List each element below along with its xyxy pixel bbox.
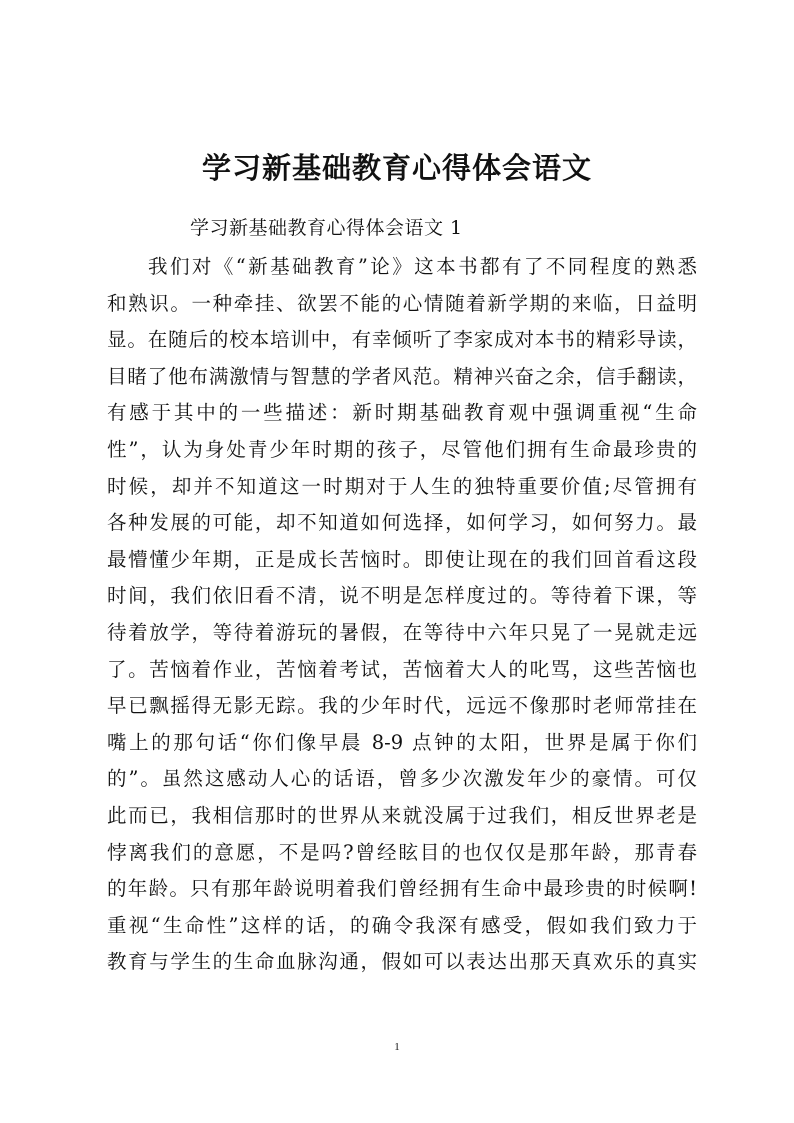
section-heading: 学习新基础教育心得体会语文 1 (190, 217, 463, 239)
text-line: 了。苦恼着作业，苦恼着考试，苦恼着大人的叱骂，这些苦恼也 (107, 657, 697, 681)
page-number: 1 (394, 1041, 400, 1053)
text-line: 嘴上的那句话“你们像早晨 8-9 点钟的太阳，世界是属于你们 (107, 730, 697, 754)
text-line: 显。在随后的校本培训中，有幸倾听了李家成对本书的精彩导读， (107, 328, 697, 352)
text-line: 早已飘摇得无影无踪。我的少年时代，远远不像那时老师常挂在 (107, 694, 697, 718)
text-line: 我们对《“新基础教育”论》这本书都有了不同程度的熟悉 (148, 255, 697, 278)
text-line: 待着放学，等待着游玩的暑假，在等待中六年只晃了一晃就走远 (107, 620, 697, 644)
text-line: 性”，认为身处青少年时期的孩子，尽管他们拥有生命最珍贵的 (107, 437, 697, 461)
text-line: 此而已，我相信那时的世界从来就没属于过我们，相反世界老是 (107, 803, 697, 827)
body-text (107, 249, 697, 981)
text-line: 各种发展的可能，却不知道如何选择，如何学习，如何努力。最 (107, 511, 697, 535)
text-line: 和熟识。一种牵挂、欲罢不能的心情随着新学期的来临，日益明 (107, 291, 697, 315)
text-line: 的”。虽然这感动人心的话语，曾多少次激发年少的豪情。可仅 (107, 767, 697, 791)
text-line: 的年龄。只有那年龄说明着我们曾经拥有生命中最珍贵的时候啊! (107, 877, 697, 901)
text-line: 时候，却并不知道这一时期对于人生的独特重要价值;尽管拥有 (107, 474, 697, 498)
document-title: 学习新基础教育心得体会语文 (201, 151, 592, 185)
text-line: 目睹了他布满激情与智慧的学者风范。精神兴奋之余，信手翻读， (107, 364, 697, 388)
text-line: 最懵懂少年期，正是成长苦恼时。即使让现在的我们回首看这段 (107, 547, 697, 571)
text-line: 悖离我们的意愿，不是吗?曾经眩目的也仅仅是那年龄，那青春 (107, 840, 697, 864)
text-line: 时间，我们依旧看不清，说不明是怎样度过的。等待着下课，等 (107, 584, 697, 608)
text-line: 有感于其中的一些描述：新时期基础教育观中强调重视“生命 (107, 401, 697, 425)
text-line: 教育与学生的生命血脉沟通，假如可以表达出那天真欢乐的真实 (107, 950, 697, 974)
text-line: 重视“生命性”这样的话，的确令我深有感受，假如我们致力于 (107, 913, 697, 937)
